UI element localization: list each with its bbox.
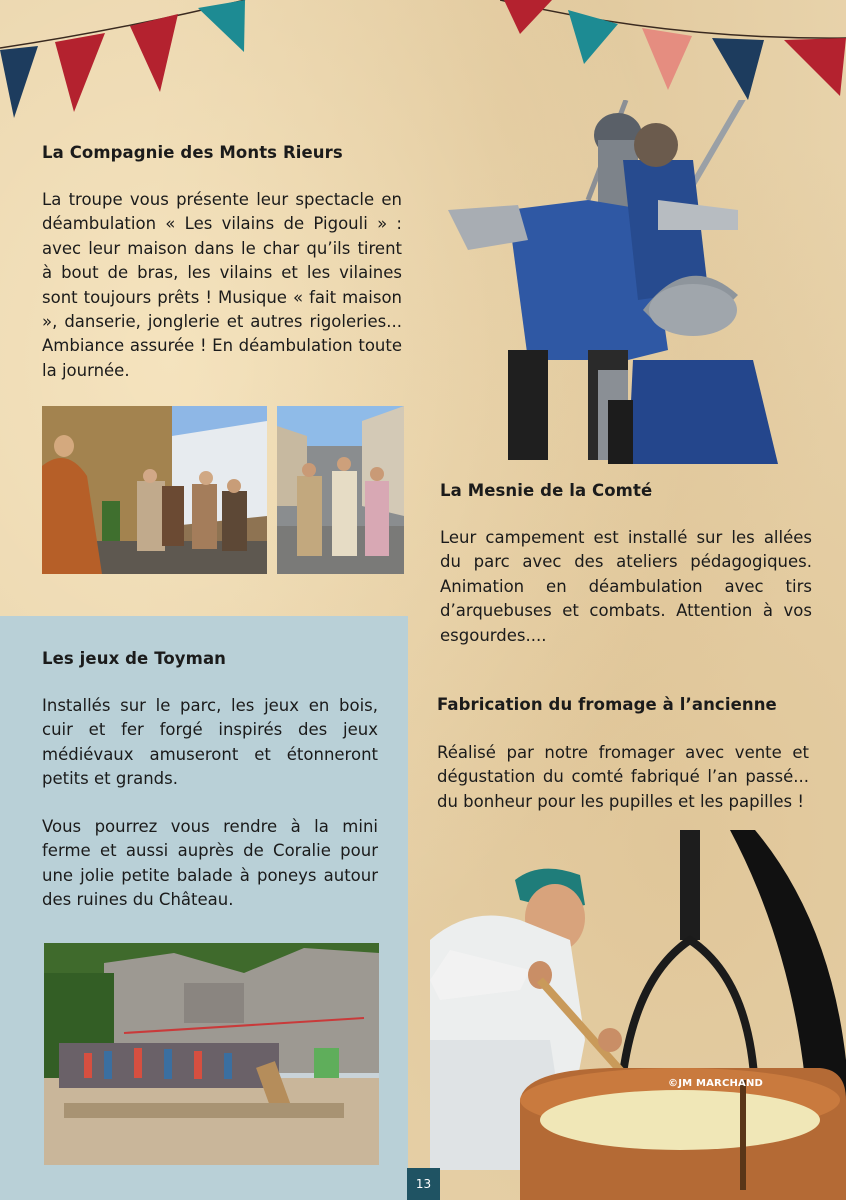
section-text-mesnie: Leur campement est installé sur les allées du parc avec des ateliers pédagogiques. Animation en déambulation avec tirs d’arquebuses et combats. Attention à vos esgourdes....	[440, 528, 812, 645]
section-text-toyman-2: Vous pourrez vous rendre à la mini ferme et aussi auprès de Coralie pour une jolie petite balade à poneys autour des ruines du Château.	[42, 817, 378, 910]
section-title-monts-rieurs: La Compagnie des Monts Rieurs	[42, 143, 343, 162]
section-title-toyman: Les jeux de Toyman	[42, 649, 227, 668]
section-text-fromage: Réalisé par notre fromager avec vente et dégustation du comté fabriqué l’an passé... du bonheur pour les pupilles et les papilles !	[437, 743, 809, 811]
castle-ruins-games-photo	[44, 943, 379, 1165]
section-text-toyman-1: Installés sur le parc, les jeux en bois, cuir et fer forgé inspirés des jeux médiévaux amuseront et étonneront petits et grands.	[42, 696, 378, 789]
page-number-badge: 13	[407, 1168, 440, 1200]
bunting-right	[500, 0, 846, 110]
section-title-fromage: Fabrication du fromage à l’ancienne	[437, 695, 777, 714]
photo-credit: ©JM MARCHAND	[668, 1078, 764, 1089]
procession-photo-1	[42, 406, 267, 574]
section-text-monts-rieurs: La troupe vous présente leur spectacle en déambulation « Les vilains de Pigouli » : avec leur maison dans le char qu’ils tirent à bout de bras, les vilains et les vilaines sont toujours prêts ! Musique « fait maison », danserie, jonglerie et autres rigoleries... Ambiance assurée ! En déambulation toute la journée.	[42, 190, 402, 380]
section-title-mesnie: La Mesnie de la Comté	[440, 481, 653, 500]
procession-photo-2	[277, 406, 404, 574]
knights-fighting-photo	[448, 100, 788, 464]
bunting-left	[0, 0, 250, 120]
cheese-maker-photo	[410, 830, 846, 1200]
